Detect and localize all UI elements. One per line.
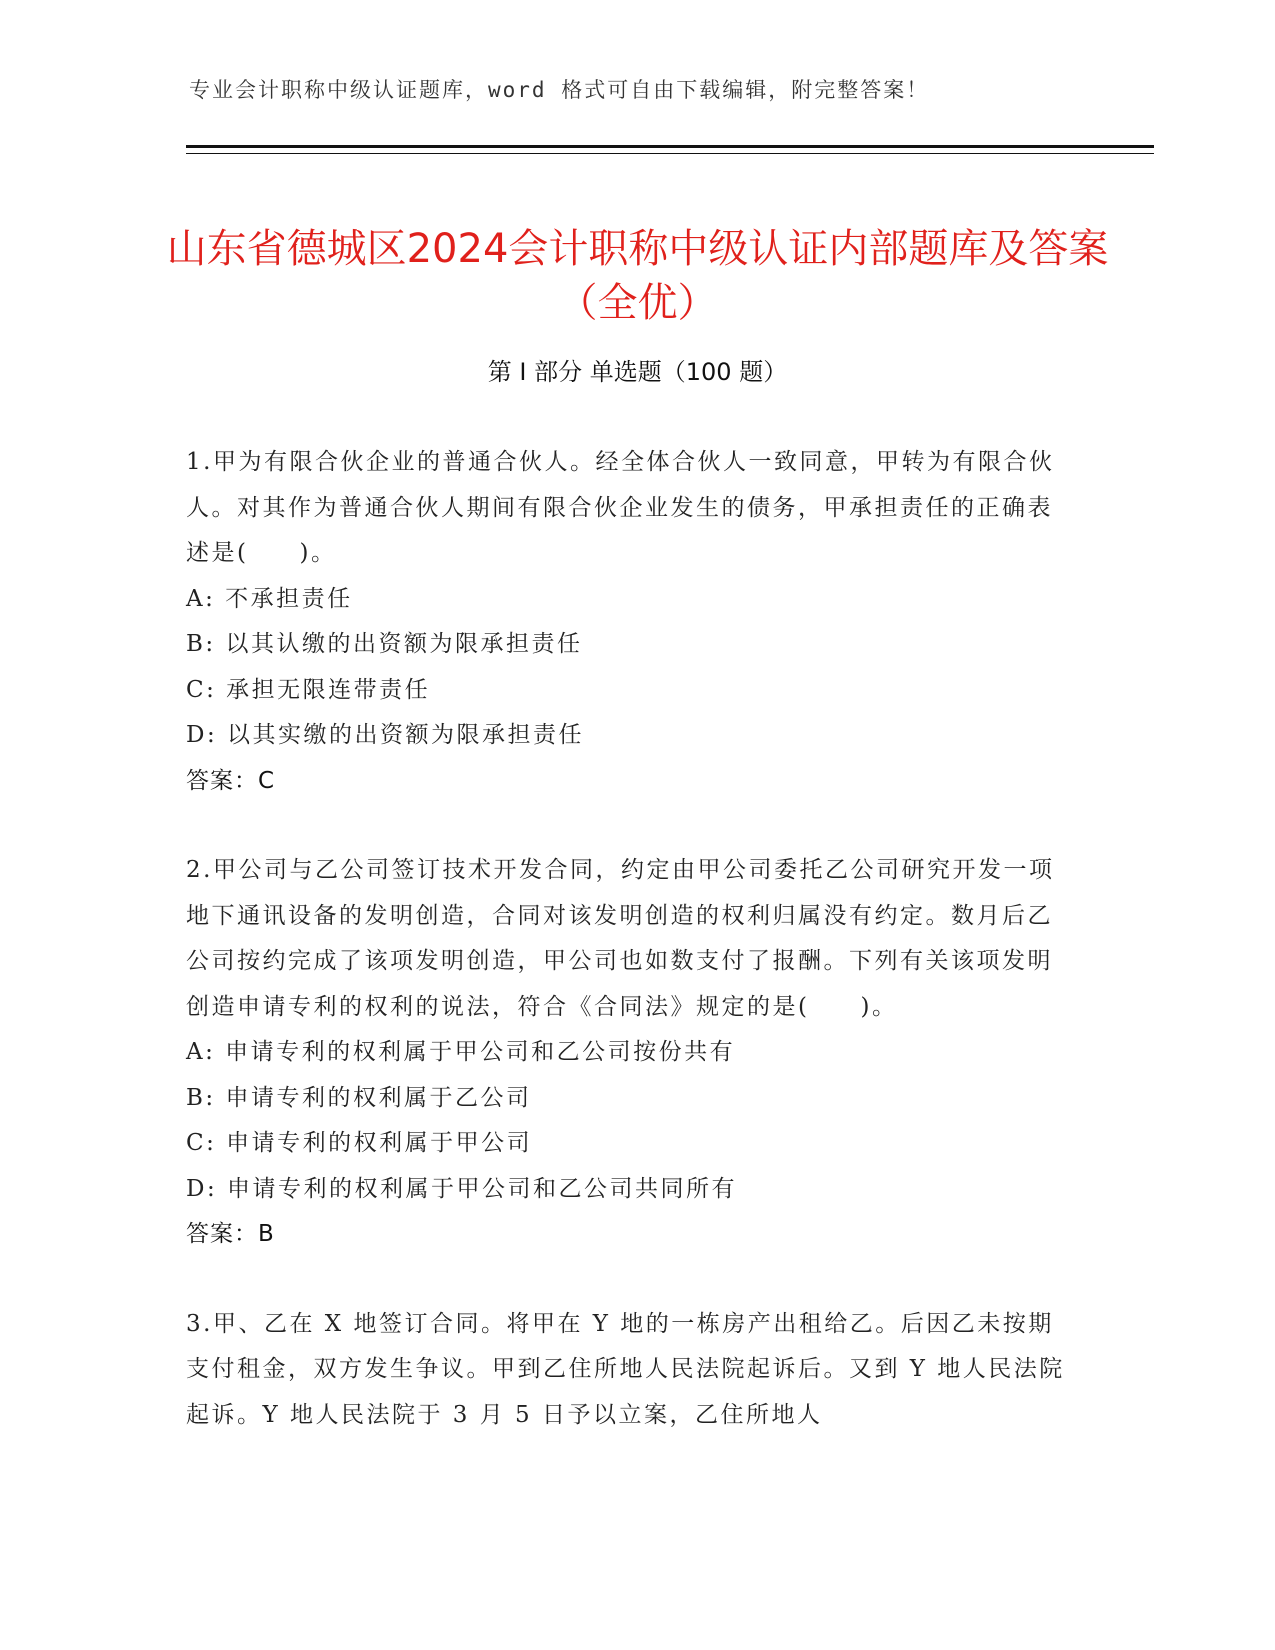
question-stem: 2.甲公司与乙公司签订技术开发合同，约定由甲公司委托乙公司研究开发一项地下通讯设备的发明创造，合同对该发明创造的权利归属没有约定。数月后乙公司按约完成了该项发明创造，甲公司也如数支付了报酬。下列有关该项发明创造申请专利的权利的说法，符合《合同法》规定的是( )。 xyxy=(186,857,1055,1020)
answer: 答案：B xyxy=(186,1221,275,1247)
question-3 xyxy=(186,1302,1076,1439)
section-title: 第 I 部分 单选题（100 题） xyxy=(487,358,788,386)
option-b: B: 以其认缴的出资额为限承担责任 xyxy=(186,631,583,657)
question-list xyxy=(186,440,1076,1482)
option-b: B: 申请专利的权利属于乙公司 xyxy=(186,1084,532,1111)
option-d: D: 以其实缴的出资额为限承担责任 xyxy=(186,722,585,748)
answer: 答案：C xyxy=(186,767,276,794)
header-note: 专业会计职称中级认证题库，word 格式可自由下载编辑，附完整答案！ xyxy=(189,78,930,102)
option-c: C: 申请专利的权利属于甲公司 xyxy=(186,1130,533,1156)
question-1 xyxy=(186,440,1076,804)
document-title: 山东省德城区2024会计职称中级认证内部题库及答案（全优） xyxy=(166,225,1109,326)
option-d: D: 申请专利的权利属于甲公司和乙公司共同所有 xyxy=(186,1175,738,1202)
question-2 xyxy=(186,848,1076,1258)
question-stem: 3.甲、乙在 X 地签订合同。将甲在 Y 地的一栋房产出租给乙。后因乙未按期支付租金，双方发生争议。甲到乙住所地人民法院起诉后。又到 Y 地人民法院起诉。Y 地人民法院于 3 月 5 日予以立案，乙住所地人 xyxy=(186,1310,1065,1428)
option-a: A: 申请专利的权利属于甲公司和乙公司按份共有 xyxy=(186,1039,736,1065)
question-stem: 1.甲为有限合伙企业的普通合伙人。经全体合伙人一致同意，甲转为有限合伙人。对其作为普通合伙人期间有限合伙企业发生的债务，甲承担责任的正确表述是( )。 xyxy=(186,449,1055,566)
option-a: A: 不承担责任 xyxy=(186,585,353,612)
option-c: C: 承担无限连带责任 xyxy=(186,676,431,703)
header-rule-thick xyxy=(186,145,1154,148)
header-rule-thin xyxy=(186,153,1154,154)
